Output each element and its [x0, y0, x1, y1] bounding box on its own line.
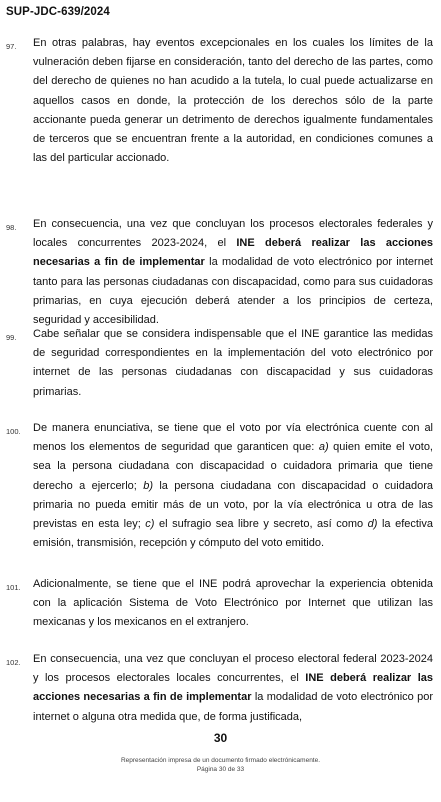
- paragraph-text: el sufragio sea libre y secreto, así como: [154, 518, 368, 531]
- paragraph-text: la modalidad de voto electrónico por internet tanto para las personas ciudadanas con discapacidad, como para sus cuidadoras primarias, en cuya ejecución deberá atender a los principios de certeza, seguridad y accesibilidad.: [33, 256, 433, 327]
- paragraph-number: 98.: [6, 223, 17, 232]
- paragraph-number: 97.: [6, 42, 17, 51]
- paragraph-text: En otras palabras, hay eventos excepcionales en los cuales los límites de la vulneración deben fijarse en consideración, tanto del derecho de las partes, como del derecho de quienes no han acudido a la tutela, lo cual puede actualizarse en aquellos casos en donde, la protección de los derechos sólo de la parte accionante pueda generar un detrimento de derechos igualmente fundamentales de terceros que se encuentran frente a la autoridad, en condiciones comunes a las del particular accionado.: [33, 37, 433, 165]
- paragraph-text: la efectiva emisión, transmisión, recepción y cómputo del voto emitido.: [33, 518, 433, 550]
- list-marker: a): [318, 441, 329, 454]
- paragraph-99: [33, 325, 433, 402]
- footer-note: [0, 756, 441, 774]
- list-marker: b): [143, 479, 153, 492]
- paragraph-text: la modalidad de voto electrónico por internet o alguna otra medida que, de forma justificada,: [33, 691, 434, 723]
- paragraph-text: De manera enunciativa, se tiene que el voto por vía electrónica cuente con al menos los elementos de seguridad que garanticen que:: [33, 422, 433, 454]
- paragraph-text: Adicionalmente, se tiene que el INE podrá aprovechar la experiencia obtenida con la aplicación Sistema de Voto Electrónico por Internet que utilizan las mexicanas y los mexicanos en el extranjero.: [33, 578, 433, 629]
- paragraph-102: [33, 650, 433, 727]
- paragraph-number: 102.: [6, 658, 21, 667]
- paragraph-number: 99.: [6, 333, 17, 342]
- paragraph-text: Cabe señalar que se considera indispensable que el INE garantice las medidas de seguridad correspondientes en la implementación del voto electrónico por internet de las personas ciudadanas con discapacidad y sus cuidadoras primarias.: [33, 328, 433, 398]
- emphasis-text: INE deberá realizar las acciones necesarias a fin de implementar: [33, 237, 433, 269]
- paragraph-text: En consecuencia, una vez que concluyan los procesos electorales federales y locales concurrentes 2023-2024, el: [33, 218, 433, 250]
- paragraph-97: [33, 34, 433, 168]
- page-number: 30: [213, 731, 228, 745]
- paragraph-98: [33, 215, 433, 330]
- paragraph-number: 100.: [6, 427, 21, 436]
- paragraph-number: 101.: [6, 583, 21, 592]
- list-marker: d): [367, 518, 378, 531]
- paragraph-text: la persona ciudadana con discapacidad o cuidadora primaria no pueda emitir más de un voto, por la vía electrónica u otra de las previstas en esta ley;: [33, 479, 433, 531]
- representation-note: Representación impresa de un documento firmado electrónicamente.: [120, 757, 321, 764]
- paragraph-text: En consecuencia, una vez que concluyan el proceso electoral federal 2023-2024 y los procesos electorales locales concurrentes, el: [33, 653, 433, 685]
- page-of: Página 30 de 33: [196, 766, 245, 773]
- paragraph-100: [33, 419, 433, 553]
- list-marker: c): [145, 518, 155, 531]
- paragraph-101: [33, 575, 433, 633]
- emphasis-text: INE deberá realizar las acciones necesarias a fin de implementar: [33, 672, 434, 704]
- case-id-header: SUP-JDC-639/2024: [6, 6, 110, 18]
- paragraph-text: quien emite el voto, sea la persona ciudadana con discapacidad o cuidadora primaria que tiene derecho a ejercerlo;: [33, 441, 433, 492]
